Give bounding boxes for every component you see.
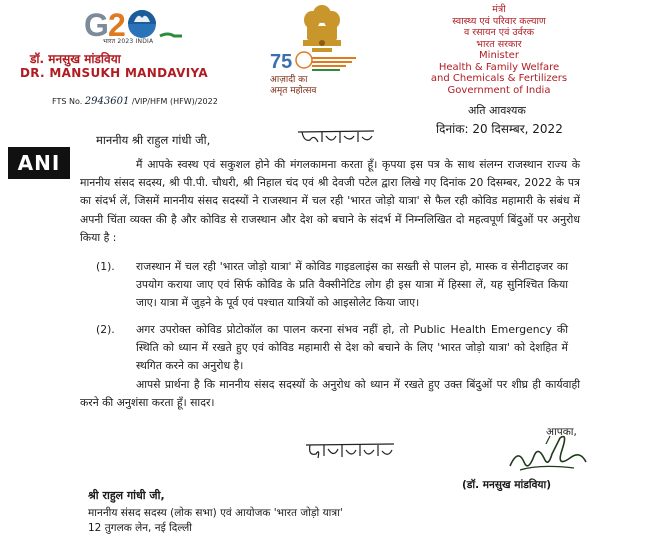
ministry-line-3: व रसायन एवं उर्वरक xyxy=(463,27,535,38)
priority-label: अति आवश्यक xyxy=(468,104,526,117)
fts-reference xyxy=(52,96,218,107)
list-item xyxy=(86,258,586,318)
ministry-line-8: Government of India xyxy=(447,84,551,96)
fts-suffix: /VIP/HFM (HFW)/2022 xyxy=(131,97,218,106)
list-item-number: (1). xyxy=(96,260,115,273)
signature xyxy=(490,428,590,478)
fts-prefix: FTS No. xyxy=(52,97,83,106)
letter-date: दिनांक: 20 दिसम्बर, 2022 xyxy=(436,122,563,136)
list-item-text: अगर उपरोक्त कोविड प्रोटोकॉल का पालन करना संभव नहीं हो, तो Public Health Emergency की स्थिति को ध्यान में रखते हुए एवं कोविड महामारी से देश को बचाने के लिए 'भारत जोड़ो यात्रा' को देशहित में स्थगित करने का अनुरोध है। xyxy=(136,323,568,373)
minister-name-hindi: डॉ. मनसुख मांडविया xyxy=(30,52,121,66)
g20-tagline: भारत 2023 INDIA xyxy=(103,38,154,45)
ministry-line-1: मंत्री xyxy=(492,4,506,15)
ministry-line-7: and Chemicals & Fertilizers xyxy=(430,73,568,84)
handwritten-thanks xyxy=(304,440,396,462)
recipient-line-1: माननीय संसद सदस्य (लोक सभा) एवं आयोजक 'भारत जोड़ो यात्रा' xyxy=(88,507,343,519)
handwritten-greeting xyxy=(296,128,376,146)
yours-label: आपका, xyxy=(546,426,577,438)
azadi-line-1: आज़ादी का xyxy=(270,75,308,85)
azadi-line-2: अमृत महोत्सव xyxy=(270,86,317,96)
ministry-line-5: Minister xyxy=(479,50,519,61)
azadi-text xyxy=(270,75,316,97)
recipient-name: श्री राहुल गांधी जी, xyxy=(88,489,165,502)
ministry-block xyxy=(394,4,604,96)
closing-paragraph: आपसे प्रार्थना है कि माननीय संसद सदस्यों के अनुरोध को ध्यान में रखते हुए उक्त बिंदुओं पर शीघ्र ही कार्यवाही करने की अनुशंसा करता हूँ। सादर। xyxy=(80,378,580,410)
ministry-line-2: स्वास्थ्य एवं परिवार कल्याण xyxy=(452,15,546,27)
fts-handwritten-number: 2943601 xyxy=(84,96,130,107)
signatory-name: (डॉ. मनसुख मांडविया) xyxy=(462,479,552,491)
list-item xyxy=(86,321,586,377)
recipient-line-2: 12 तुगलक लेन, नई दिल्ली xyxy=(88,522,192,534)
ani-logo: ANI xyxy=(8,147,70,179)
svg-text:G: G xyxy=(84,7,109,42)
ministry-line-4: भारत सरकार xyxy=(476,38,522,50)
ministry-line-6: Health & Family Welfare xyxy=(438,61,560,73)
salutation: माननीय श्री राहुल गांधी जी, xyxy=(96,133,211,147)
svg-text:2: 2 xyxy=(108,7,126,42)
svg-text:75: 75 xyxy=(270,51,293,73)
paragraph-1: मैं आपके स्वस्थ एवं सकुशल होने की मंगलकामना करता हूँ। कृपया इस पत्र के साथ संलग्न राजस्थान राज्य के माननीय संसद सदस्य, श्री पी.पी. चौधरी, श्री निहाल चंद एवं श्री देवजी पटेल द्वारा लिखे गए दिनांक 20 दिसम्बर, 2022 के पत्र का संदर्भ लें, जिसमें माननीय संसद सदस्यों ने राजस्थान में चल रही 'भारत जोड़ो यात्रा' से फैल रही कोविड महामारी के संबंध में अपनी चिंता व्यक्त की है और कोविड से राजस्थान और देश को बचाने के संदर्भ में निम्नलिखित दो महत्वपूर्ण बिंदुओं पर अनुरोध किया है : xyxy=(80,158,580,244)
list-item-text: राजस्थान में चल रही 'भारत जोड़ो यात्रा' में कोविड गाइडलाइंस का सख्ती से पालन हो, मास्क व सेनीटाइजर का उपयोग कराया जाए एवं सिर्फ कोविड के प्रति वैक्सीनेटिड लोग ही इस यात्रा में हिस्सा लें, यह सुनिश्चित किया जाए। यात्रा में जुड़ने के पूर्व एवं पश्चात यात्रियों को आइसोलेट किया जाए। xyxy=(136,260,568,310)
minister-name-english: DR. MANSUKH MANDAVIYA xyxy=(20,66,208,80)
list-item-number: (2). xyxy=(96,323,115,336)
